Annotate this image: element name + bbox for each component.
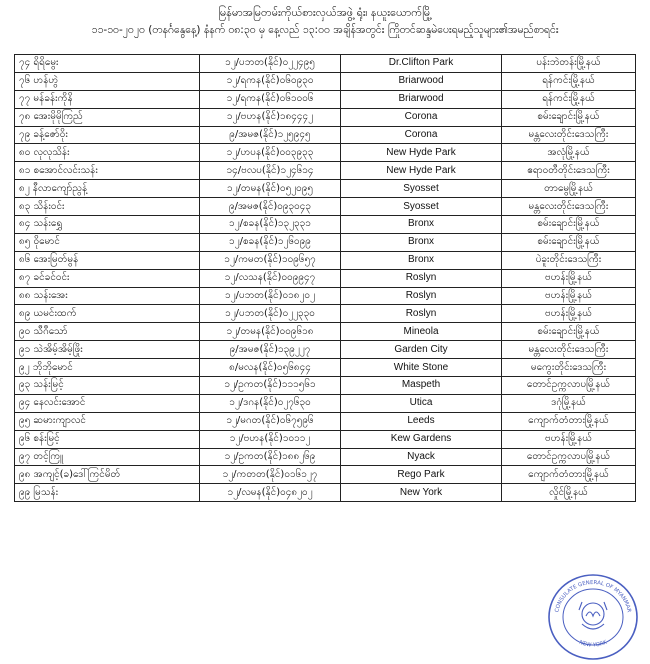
residence-city-cell: Roslyn: [341, 287, 502, 305]
nrc-number-cell: ၁၂/စခန(နိုင်)၁၃၂၃၃၁: [200, 216, 341, 234]
residence-city-cell: Nyack: [341, 448, 502, 466]
home-township-cell: ဗဟန်းမြို့နယ်: [502, 287, 636, 305]
residence-city-cell: Rego Park: [341, 466, 502, 484]
voter-name-cell: ၇၇ မန်ခန်းကိုနိ: [15, 90, 200, 108]
table-row: [15, 287, 636, 305]
table-row: [15, 448, 636, 466]
nrc-number-cell: ၁၂/ဗဟန(နိုင်)၁၀၁၁၂: [200, 430, 341, 448]
home-township-cell: ဒဂုံမြို့နယ်: [502, 394, 636, 412]
consulate-seal-stamp: [546, 572, 640, 662]
table-row: [15, 412, 636, 430]
home-township-cell: လှိုင်မြို့နယ်: [502, 484, 636, 502]
table-row: [15, 394, 636, 412]
voter-table: [14, 54, 636, 502]
table-row: [15, 484, 636, 502]
home-township-cell: အလုံမြို့နယ်: [502, 144, 636, 162]
voter-name-cell: ၈၆ အေးမြတ်မွန်: [15, 251, 200, 269]
voter-name-cell: ၉၃ သန်းမြင့်: [15, 377, 200, 395]
voter-name-cell: ၉၅ ဆမားကျာလင်: [15, 412, 200, 430]
table-row: [15, 144, 636, 162]
document-title: မြန်မာအမြတမ်းကိုယ်စားလှယ်အဖွဲ့ ရုံး၊ နယူးယောက်မြို့: [218, 6, 432, 19]
home-township-cell: စမ်းချောင်းမြို့နယ်: [502, 216, 636, 234]
seal-emblem-icon: [579, 602, 607, 629]
residence-city-cell: Corona: [341, 108, 502, 126]
nrc-number-cell: ၁၂/ဥကတ(နိုင်)၁၈၈၂၆၉: [200, 448, 341, 466]
residence-city-cell: Briarwood: [341, 90, 502, 108]
home-township-cell: စမ်းချောင်းမြို့နယ်: [502, 233, 636, 251]
residence-city-cell: Bronx: [341, 251, 502, 269]
home-township-cell: မကွေးတိုင်းဒေသကြီး: [502, 359, 636, 377]
voter-name-cell: ၈၈ သန်းအေး: [15, 287, 200, 305]
home-township-cell: ဗဟန်းမြို့နယ်: [502, 305, 636, 323]
home-township-cell: တာမွေမြို့နယ်: [502, 180, 636, 198]
voter-name-cell: ၉၉ မြသန်း: [15, 484, 200, 502]
nrc-number-cell: ၁၂/ဥကတ(နိုင်)၁၁၁၅၆၁: [200, 377, 341, 395]
voter-name-cell: ၉၇ တင့်ကြူ: [15, 448, 200, 466]
voter-name-cell: ၈၃ သိန်းဝင်း: [15, 198, 200, 216]
residence-city-cell: New Hyde Park: [341, 144, 502, 162]
nrc-number-cell: ၉/အမဇ(နိုင်)၁၃၉၂၂၇: [200, 341, 341, 359]
residence-city-cell: Kew Gardens: [341, 430, 502, 448]
nrc-number-cell: ၁၂/ဒဂန(နိုင်)၀၂၇၆၃၀: [200, 394, 341, 412]
home-township-cell: စမ်းချောင်းမြို့နယ်: [502, 108, 636, 126]
table-row: [15, 305, 636, 323]
table-row: [15, 72, 636, 90]
table-row: [15, 162, 636, 180]
nrc-number-cell: ၁၂/ပဘတ(နိုင်)၀၂၂၄၉၅: [200, 55, 341, 73]
table-row: [15, 198, 636, 216]
home-township-cell: တောင်ဥက္ကလာပမြို့နယ်: [502, 377, 636, 395]
residence-city-cell: Bronx: [341, 216, 502, 234]
nrc-number-cell: ၁၂/ကတတ(နိုင်)၀၁၆၁၂၇: [200, 466, 341, 484]
home-township-cell: မန္တလေးတိုင်းဒေသကြီး: [502, 126, 636, 144]
voter-name-cell: ၇၆ ဟန်ဟွဲ: [15, 72, 200, 90]
home-township-cell: ရန်ကင်းမြို့နယ်: [502, 72, 636, 90]
home-township-cell: ကျောက်တံတားမြို့နယ်: [502, 412, 636, 430]
table-row: [15, 55, 636, 73]
voter-name-cell: ၈၇ ခင်ခင်ဝင်း: [15, 269, 200, 287]
home-township-cell: မန္တလေးတိုင်းဒေသကြီး: [502, 341, 636, 359]
voter-name-cell: ၈၄ သန်းရွှေ: [15, 216, 200, 234]
residence-city-cell: Maspeth: [341, 377, 502, 395]
voter-name-cell: ၈၁ စအောင်လင်းသန်း: [15, 162, 200, 180]
table-row: [15, 251, 636, 269]
voter-name-cell: ၈၉ ယမင်းထက်: [15, 305, 200, 323]
nrc-number-cell: ၁၄/ဗလပ(နိုင်)၁၂၄၆၁၄: [200, 162, 341, 180]
nrc-number-cell: ၉/အမဇ(နိုင်)၁၂၅၉၄၅: [200, 126, 341, 144]
table-row: [15, 466, 636, 484]
residence-city-cell: Roslyn: [341, 305, 502, 323]
table-row: [15, 90, 636, 108]
table-row: [15, 269, 636, 287]
table-row: [15, 126, 636, 144]
nrc-number-cell: ၁၂/လမန(နိုင်)၀၄၈၂၀၂: [200, 484, 341, 502]
residence-city-cell: Leeds: [341, 412, 502, 430]
document-subtitle: ၁၁-၁၀-၂၀၂၀ (တနင်္ဂနွေနေ့) နံနက် ၀၈:၃၀ မှ နေ့လည် ၁၃:၀၀ အချိန်အတွင်း ကြိုတင်ဆန္ဒမဲပေးရမည့်သူများ၏အမည်စာရင်း: [91, 24, 559, 36]
voter-name-cell: ၉၂ ဘိုဘိုမောင်: [15, 359, 200, 377]
home-township-cell: ပန်းဘဲတန်းမြို့နယ်: [502, 55, 636, 73]
residence-city-cell: White Stone: [341, 359, 502, 377]
home-township-cell: မန္တလေးတိုင်းဒေသကြီး: [502, 198, 636, 216]
residence-city-cell: Syosset: [341, 180, 502, 198]
seal-arc-text: CONSULATE GENERAL OF MYANMAR: [554, 579, 632, 613]
home-township-cell: ပဲခူးတိုင်းဒေသကြီး: [502, 251, 636, 269]
voter-name-cell: ၈၅ ဝိုမောင်: [15, 233, 200, 251]
home-township-cell: တောင်ဥက္ကလာပမြို့နယ်: [502, 448, 636, 466]
voter-name-cell: ၇၉ ခန့်ဇော်ဝိုး: [15, 126, 200, 144]
residence-city-cell: Dr.Clifton Park: [341, 55, 502, 73]
nrc-number-cell: ၁၂/ဟပန(နိုင်)၀၀၃၉၃၃: [200, 144, 341, 162]
table-row: [15, 233, 636, 251]
voter-table-body: [15, 55, 636, 502]
residence-city-cell: New York: [341, 484, 502, 502]
table-row: [15, 430, 636, 448]
nrc-number-cell: ၁၂/ပဘတ(နိုင်)၀၂၂၃၃၀: [200, 305, 341, 323]
nrc-number-cell: ၁၂/ရကန(နိုင်)၀၆၀၉၃၀: [200, 72, 341, 90]
residence-city-cell: Corona: [341, 126, 502, 144]
seal-bottom-text: NEW YORK: [578, 639, 608, 649]
voter-name-cell: ၈၂ နီလာကျော်ညွန့်: [15, 180, 200, 198]
nrc-number-cell: ၁၂/လသန(နိုင်)၀၀၉၉၄၇: [200, 269, 341, 287]
nrc-number-cell: ၉/အမဇ(နိုင်)၀၉၃၀၄၃: [200, 198, 341, 216]
voter-name-cell: ၉၀ သီဂီသော်: [15, 323, 200, 341]
residence-city-cell: Briarwood: [341, 72, 502, 90]
table-row: [15, 359, 636, 377]
voter-name-cell: ၉၈ အကျင့်(ခ)ဒေါ်ကြင်မိတ်: [15, 466, 200, 484]
table-row: [15, 180, 636, 198]
residence-city-cell: Syosset: [341, 198, 502, 216]
home-township-cell: ရန်ကင်းမြို့နယ်: [502, 90, 636, 108]
nrc-number-cell: ၈/မလန(နိုင်)၀၅၆၈၄၄: [200, 359, 341, 377]
residence-city-cell: Utica: [341, 394, 502, 412]
table-row: [15, 377, 636, 395]
nrc-number-cell: ၁၂/ကမတ(နိုင်)၁၀၉၆၅၇: [200, 251, 341, 269]
home-township-cell: ဗဟန်းမြို့နယ်: [502, 269, 636, 287]
residence-city-cell: Roslyn: [341, 269, 502, 287]
voter-name-cell: ၉၁ သဲအိမ့်အိမ့်ဖြိုး: [15, 341, 200, 359]
table-row: [15, 341, 636, 359]
nrc-number-cell: ၁၂/ပဘတ(နိုင်)၀၁၈၂၀၂: [200, 287, 341, 305]
table-row: [15, 108, 636, 126]
residence-city-cell: Bronx: [341, 233, 502, 251]
table-row: [15, 216, 636, 234]
nrc-number-cell: ၁၂/တမန(နိုင်)၀၅၂၀၉၅: [200, 180, 341, 198]
home-township-cell: ဧရာဝတီတိုင်းဒေသကြီး: [502, 162, 636, 180]
nrc-number-cell: ၁၂/မဂတ(နိုင်)၀၆၇၅၉၆: [200, 412, 341, 430]
voter-name-cell: ၉၄ နေလင်းအောင်: [15, 394, 200, 412]
nrc-number-cell: ၁၂/စခန(နိုင်)၁၂၆၀၉၉: [200, 233, 341, 251]
voter-name-cell: ၉၆ စန်းမြင့်: [15, 430, 200, 448]
voter-name-cell: ၈၀ လုလုသိန်း: [15, 144, 200, 162]
nrc-number-cell: ၁၂/ဗဟန(နိုင်)၁၈၄၄၄၂: [200, 108, 341, 126]
table-row: [15, 323, 636, 341]
voter-name-cell: ၇၄ ရိရိမွေး: [15, 55, 200, 73]
residence-city-cell: New Hyde Park: [341, 162, 502, 180]
residence-city-cell: Garden City: [341, 341, 502, 359]
nrc-number-cell: ၁၂/ရကန(နိုင်)၀၆၁၀၀၆: [200, 90, 341, 108]
home-township-cell: ဗဟန်းမြို့နယ်: [502, 430, 636, 448]
home-township-cell: စမ်းချောင်းမြို့နယ်: [502, 323, 636, 341]
residence-city-cell: Mineola: [341, 323, 502, 341]
voter-name-cell: ၇၈ အေးမိုမိုကြည်: [15, 108, 200, 126]
nrc-number-cell: ၁၂/တမန(နိုင်)၀၀၉၆၁၈: [200, 323, 341, 341]
home-township-cell: ကျောက်တံတားမြို့နယ်: [502, 466, 636, 484]
